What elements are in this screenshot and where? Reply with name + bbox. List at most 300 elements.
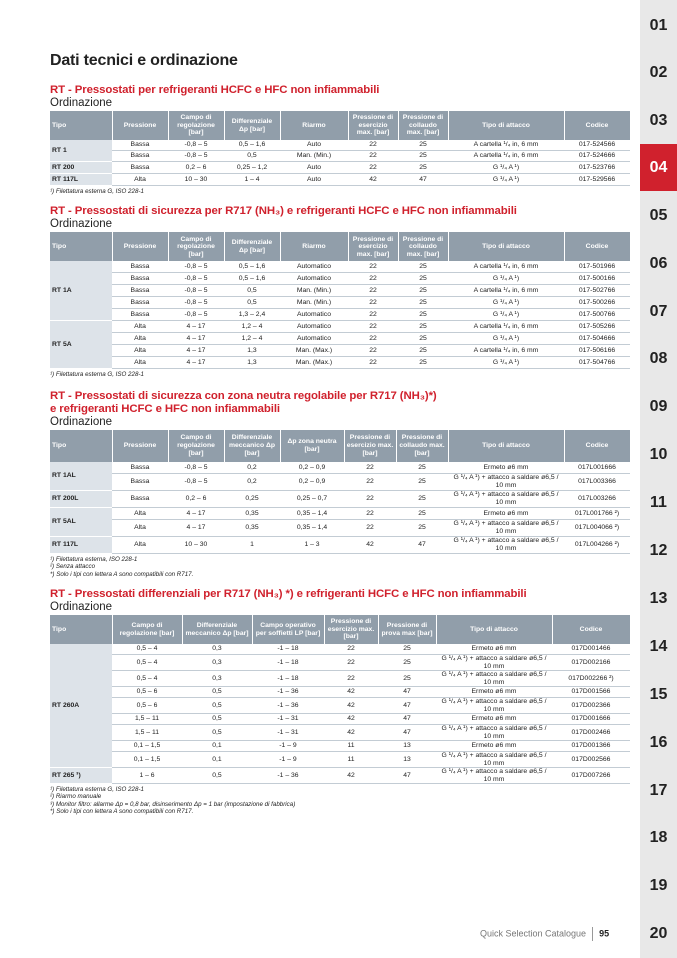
table-cell: 0,5: [182, 768, 252, 784]
table-cell: 017L004266 ²): [564, 536, 630, 553]
table-cell: G ¹/₄ A ¹): [448, 162, 564, 174]
table-cell: 22: [348, 333, 398, 345]
table-cell: 13: [378, 741, 436, 752]
column-header: Codice: [564, 111, 630, 140]
section-title: RT - Pressostati di sicurezza con zona neutra regolabile per R717 (NH₃)*): [50, 389, 437, 402]
column-header: Pressione di collaudo max. [bar]: [398, 232, 448, 261]
table-cell: 017D001366: [552, 741, 630, 752]
table-cell: G ¹/₄ A ¹) + attacco a saldare ø6,5 / 10 mm: [436, 768, 552, 784]
table-cell: 017-500766: [564, 309, 630, 321]
table-cell: 25: [396, 473, 448, 490]
table-cell: 0,5: [224, 297, 280, 309]
table-cell: 0,5: [182, 698, 252, 714]
chapter-tab-17[interactable]: 17: [649, 782, 668, 799]
table-cell: A cartella ¹/₄ in, 6 mm: [448, 140, 564, 151]
table-cell: G ¹/₄ A ¹): [448, 297, 564, 309]
table-cell: 017-505266: [564, 321, 630, 333]
table-cell: 0,2 – 0,9: [280, 462, 344, 474]
table-cell: 42: [324, 687, 378, 698]
chapter-tab-04[interactable]: 04: [640, 144, 677, 191]
table-cell: Bassa: [112, 273, 168, 285]
table-cell: 47: [378, 687, 436, 698]
table-row: [50, 741, 630, 752]
table-cell: A cartella ¹/₄ in, 6 mm: [448, 345, 564, 357]
table-row: [50, 725, 630, 741]
table-cell: 1,5 – 11: [112, 714, 182, 725]
table-footnotes: [50, 188, 630, 195]
table-cell: Man. (Max.): [280, 357, 348, 369]
table-cell: 25: [398, 321, 448, 333]
type-cell: RT 200: [50, 162, 112, 174]
table-cell: 22: [348, 140, 398, 151]
ordering-subtitle: Ordinazione: [50, 97, 113, 109]
footnote: *) Solo i tipi con lettera A sono compatibili con R717.: [50, 808, 194, 816]
table-cell: 25: [398, 297, 448, 309]
chapter-tab-14[interactable]: 14: [649, 638, 668, 655]
table-cell: 11: [324, 741, 378, 752]
chapter-tab-07[interactable]: 07: [649, 303, 668, 320]
table-row: [50, 490, 630, 507]
table-header-row: [50, 232, 630, 261]
table-cell: 0,2 – 0,9: [280, 473, 344, 490]
column-header: Pressione di collaudo max. [bar]: [396, 430, 448, 462]
table-cell: -0,8 – 5: [168, 140, 224, 151]
table-cell: 10 – 30: [168, 174, 224, 186]
table-row: [50, 698, 630, 714]
column-header: Tipo: [50, 615, 112, 644]
table-cell: 0,5 – 1,6: [224, 140, 280, 151]
table-cell: Bassa: [112, 309, 168, 321]
table-cell: Ermeto ø6 mm: [448, 507, 564, 519]
table-cell: G ¹/₄ A ¹) + attacco a saldare ø6,5 / 10 mm: [448, 473, 564, 490]
table-cell: A cartella ¹/₄ in, 6 mm: [448, 261, 564, 273]
table-cell: Bassa: [112, 140, 168, 151]
table-cell: G ¹/₄ A ¹) + attacco a saldare ø6,5 / 10 mm: [448, 490, 564, 507]
table-row: [50, 174, 630, 186]
table-cell: 017D001466: [552, 644, 630, 655]
column-header: Riarmo: [280, 232, 348, 261]
table-cell: 42: [324, 725, 378, 741]
table-cell: 017D002266 ²): [552, 671, 630, 687]
chapter-tab-13[interactable]: 13: [649, 590, 668, 607]
table-cell: 017D001566: [552, 687, 630, 698]
table-cell: Automatico: [280, 273, 348, 285]
table-cell: Auto: [280, 162, 348, 174]
column-header: Tipo di attacco: [448, 430, 564, 462]
column-header: Campo di regolazione [bar]: [112, 615, 182, 644]
column-header: Tipo: [50, 430, 112, 462]
column-header: Tipo di attacco: [436, 615, 552, 644]
table-cell: 22: [324, 671, 378, 687]
column-header: Pressione: [112, 430, 168, 462]
table-cell: 22: [324, 644, 378, 655]
column-header: Pressione di prova max [bar]: [378, 615, 436, 644]
table-cell: 47: [378, 698, 436, 714]
column-header: Codice: [564, 232, 630, 261]
table-cell: 1 – 3: [280, 536, 344, 553]
table-cell: 42: [344, 536, 396, 553]
table-row: [50, 285, 630, 297]
table-cell: A cartella ¹/₄ in, 6 mm: [448, 151, 564, 162]
table-cell: 1,5 – 11: [112, 725, 182, 741]
table-cell: Ermeto ø6 mm: [448, 462, 564, 474]
table-cell: 0,2 – 6: [168, 490, 224, 507]
table-cell: 017D001666: [552, 714, 630, 725]
ordering-subtitle: Ordinazione: [50, 415, 113, 428]
table-cell: 4 – 17: [168, 507, 224, 519]
table-cell: -0,8 – 5: [168, 285, 224, 297]
table-cell: 0,35 – 1,4: [280, 507, 344, 519]
table-cell: 47: [378, 768, 436, 784]
table-cell: G ¹/₄ A ¹): [448, 309, 564, 321]
table-cell: 22: [348, 309, 398, 321]
table-cell: 0,5: [182, 687, 252, 698]
table-header-row: [50, 111, 630, 140]
chapter-tab-15[interactable]: 15: [649, 686, 668, 703]
table-row: [50, 462, 630, 474]
table-cell: 0,35 – 1,4: [280, 519, 344, 536]
table-cell: 0,5 – 4: [112, 655, 182, 671]
table-cell: -1 – 18: [252, 655, 324, 671]
table-cell: 22: [344, 490, 396, 507]
table-cell: 22: [344, 473, 396, 490]
chapter-tab-10[interactable]: 10: [649, 446, 668, 463]
table-cell: Bassa: [112, 162, 168, 174]
table-cell: 25: [378, 655, 436, 671]
table-cell: 017-524666: [564, 151, 630, 162]
table-cell: Bassa: [112, 462, 168, 474]
section-4: [50, 588, 630, 816]
table-cell: 25: [396, 462, 448, 474]
table-cell: -1 – 36: [252, 698, 324, 714]
type-cell: RT 1AL: [50, 462, 112, 491]
table-cell: 22: [348, 273, 398, 285]
table-cell: 4 – 17: [168, 357, 224, 369]
table-cell: Man. (Min.): [280, 285, 348, 297]
table-cell: Alta: [112, 345, 168, 357]
column-header: Codice: [564, 430, 630, 462]
table-cell: 0,2: [224, 473, 280, 490]
ordering-subtitle: Ordinazione: [50, 601, 113, 614]
table-cell: 0,3: [182, 655, 252, 671]
table-cell: 0,25 – 0,7: [280, 490, 344, 507]
table-cell: 42: [324, 714, 378, 725]
table-cell: 47: [378, 714, 436, 725]
table-cell: -1 – 36: [252, 687, 324, 698]
sections: [50, 84, 630, 816]
table-cell: G ¹/₄ A ¹) + attacco a saldare ø6,5 / 10 mm: [436, 698, 552, 714]
table-row: [50, 333, 630, 345]
table-cell: 25: [398, 273, 448, 285]
table-cell: 0,25 – 1,2: [224, 162, 280, 174]
column-header: Pressione: [112, 232, 168, 261]
table-cell: -0,8 – 5: [168, 473, 224, 490]
table-cell: 017-529566: [564, 174, 630, 186]
table-cell: -0,8 – 5: [168, 309, 224, 321]
table-cell: G ¹/₄ A ¹) + attacco a saldare ø6,5 / 10 mm: [436, 671, 552, 687]
table-cell: 017L003366: [564, 473, 630, 490]
ordering-table: [50, 111, 631, 186]
table-header-row: [50, 615, 630, 644]
table-cell: 017D007266: [552, 768, 630, 784]
table-cell: G ¹/₄ A ¹) + attacco a saldare ø6,5 / 10 mm: [436, 725, 552, 741]
table-row: [50, 309, 630, 321]
table-cell: Alta: [112, 507, 168, 519]
table-cell: 0,5 – 6: [112, 687, 182, 698]
chapter-tab-02[interactable]: 02: [649, 64, 668, 81]
table-cell: 22: [348, 345, 398, 357]
table-cell: Bassa: [112, 285, 168, 297]
table-cell: 4 – 17: [168, 345, 224, 357]
page-number: 95: [599, 928, 610, 939]
table-cell: 0,5: [224, 285, 280, 297]
table-cell: Automatico: [280, 261, 348, 273]
ordering-subtitle: Ordinazione: [50, 218, 113, 231]
table-cell: 017-500166: [564, 273, 630, 285]
table-cell: Man. (Max.): [280, 345, 348, 357]
table-row: [50, 671, 630, 687]
footer-separator: [592, 927, 593, 941]
footnote: ²) Senza attacco: [50, 563, 96, 571]
table-cell: -1 – 36: [252, 768, 324, 784]
chapter-tab-16[interactable]: 16: [649, 734, 668, 751]
table-cell: Man. (Min.): [280, 297, 348, 309]
table-cell: 017-502766: [564, 285, 630, 297]
section-3: [50, 390, 630, 578]
table-row: [50, 297, 630, 309]
column-header: Campo di regolazione [bar]: [168, 232, 224, 261]
column-header: Pressione di esercizio max. [bar]: [348, 232, 398, 261]
column-header: Δp zona neutra [bar]: [280, 430, 344, 462]
table-cell: 22: [344, 507, 396, 519]
column-header: Codice: [552, 615, 630, 644]
ordering-table: [50, 232, 631, 369]
table-cell: 0,5 – 4: [112, 644, 182, 655]
table-cell: Alta: [112, 357, 168, 369]
table-cell: 25: [396, 519, 448, 536]
type-cell: RT 5AL: [50, 507, 112, 536]
table-cell: A cartella ¹/₄ in, 6 mm: [448, 285, 564, 297]
table-cell: Man. (Min.): [280, 151, 348, 162]
table-row: [50, 507, 630, 519]
table-cell: G ¹/₄ A ¹): [448, 273, 564, 285]
table-cell: 47: [378, 725, 436, 741]
table-cell: 10 – 30: [168, 536, 224, 553]
table-cell: 0,1: [182, 752, 252, 768]
table-cell: Automatico: [280, 309, 348, 321]
table-cell: Bassa: [112, 297, 168, 309]
table-cell: G ¹/₄ A ¹) + attacco a saldare ø6,5 / 10 mm: [436, 752, 552, 768]
chapter-tab-09[interactable]: 09: [649, 398, 668, 415]
table-cell: 42: [348, 174, 398, 186]
table-cell: 0,5 – 6: [112, 698, 182, 714]
type-cell: RT 1: [50, 140, 112, 162]
table-cell: Ermeto ø6 mm: [436, 741, 552, 752]
table-cell: Alta: [112, 321, 168, 333]
table-cell: G ¹/₄ A ¹) + attacco a saldare ø6,5 / 10 mm: [448, 536, 564, 553]
table-cell: 25: [398, 333, 448, 345]
table-cell: Alta: [112, 174, 168, 186]
table-cell: 0,5 – 1,6: [224, 273, 280, 285]
table-header-row: [50, 430, 630, 462]
table-cell: G ¹/₄ A ¹) + attacco a saldare ø6,5 / 10 mm: [448, 519, 564, 536]
chapter-tab-19[interactable]: 19: [649, 877, 668, 894]
column-header: Differenziale meccanico Δp [bar]: [182, 615, 252, 644]
type-cell: RT 5A: [50, 321, 112, 369]
chapter-tab-06[interactable]: 06: [649, 255, 668, 272]
table-cell: 22: [348, 151, 398, 162]
table-cell: 22: [348, 285, 398, 297]
table-cell: 22: [344, 462, 396, 474]
chapter-tab-03[interactable]: 03: [649, 112, 668, 129]
table-row: [50, 151, 630, 162]
table-row: [50, 655, 630, 671]
column-header: Differenziale meccanico Δp [bar]: [224, 430, 280, 462]
table-cell: 017D002466: [552, 725, 630, 741]
table-cell: 4 – 17: [168, 333, 224, 345]
table-cell: 42: [324, 768, 378, 784]
table-cell: Bassa: [112, 151, 168, 162]
table-row: [50, 345, 630, 357]
table-cell: 017L004066 ²): [564, 519, 630, 536]
table-cell: Bassa: [112, 490, 168, 507]
table-footnotes: [50, 556, 630, 578]
column-header: Tipo di attacco: [448, 111, 564, 140]
table-cell: 25: [398, 261, 448, 273]
footnote: ³) Monitor filtro: allarme Δp = 0,8 bar, disinserimento Δp = 1 bar (impostazione di fabbrica): [50, 800, 296, 808]
chapter-tab-01[interactable]: 01: [649, 17, 668, 34]
table-cell: 0,35: [224, 519, 280, 536]
table-cell: Auto: [280, 174, 348, 186]
page-footer: [480, 927, 609, 941]
catalogue-name: Quick Selection Catalogue: [480, 928, 587, 939]
table-cell: Automatico: [280, 321, 348, 333]
chapter-tab-20[interactable]: 20: [649, 925, 668, 942]
table-cell: -1 – 9: [252, 752, 324, 768]
chapter-tab-11[interactable]: 11: [650, 494, 667, 511]
chapter-tab-05[interactable]: 05: [649, 207, 668, 224]
table-cell: Auto: [280, 140, 348, 151]
table-cell: Alta: [112, 333, 168, 345]
footnote: ¹) Filettatura esterna G, ISO 228-1: [50, 786, 144, 794]
section-title: RT - Pressostati di sicurezza per R717 (NH₃) e refrigeranti HCFC e HFC non infiammabili: [50, 205, 517, 218]
table-cell: 0,2: [224, 462, 280, 474]
chapter-tab-18[interactable]: 18: [649, 829, 668, 846]
table-row: [50, 687, 630, 698]
footnote: *) Solo i tipi con lettera A sono compatibili con R717.: [50, 570, 194, 578]
chapter-tabs: [640, 0, 677, 958]
table-cell: 22: [324, 655, 378, 671]
table-cell: A cartella ¹/₄ in, 6 mm: [448, 321, 564, 333]
table-cell: 25: [396, 507, 448, 519]
table-cell: 0,3: [182, 671, 252, 687]
chapter-tab-08[interactable]: 08: [649, 350, 668, 367]
table-cell: Ermeto ø6 mm: [436, 687, 552, 698]
table-cell: 017-504666: [564, 333, 630, 345]
table-cell: Ermeto ø6 mm: [436, 644, 552, 655]
table-cell: 017L003266: [564, 490, 630, 507]
table-cell: Alta: [112, 519, 168, 536]
table-row: [50, 519, 630, 536]
table-row: [50, 357, 630, 369]
chapter-tab-12[interactable]: 12: [649, 542, 668, 559]
table-cell: 47: [396, 536, 448, 553]
column-header: Tipo di attacco: [448, 232, 564, 261]
table-cell: 1,2 – 4: [224, 321, 280, 333]
table-cell: Bassa: [112, 261, 168, 273]
table-cell: 017-504766: [564, 357, 630, 369]
column-header: Campo di regolazione [bar]: [168, 430, 224, 462]
table-footnotes: [50, 786, 630, 816]
table-cell: 017D002166: [552, 655, 630, 671]
table-row: [50, 473, 630, 490]
table-cell: -1 – 9: [252, 741, 324, 752]
table-cell: 017-523766: [564, 162, 630, 174]
table-cell: 25: [398, 345, 448, 357]
table-cell: 47: [398, 174, 448, 186]
column-header: Pressione di esercizio max. [bar]: [324, 615, 378, 644]
type-cell: RT 117L: [50, 536, 112, 553]
table-footnotes: [50, 371, 630, 378]
table-cell: 1: [224, 536, 280, 553]
column-header: Campo operativo per soffietti LP [bar]: [252, 615, 324, 644]
table-cell: G ¹/₄ A ¹): [448, 333, 564, 345]
table-cell: Alta: [112, 536, 168, 553]
page-title: Dati tecnici e ordinazione: [50, 52, 238, 69]
type-cell: RT 117L: [50, 174, 112, 186]
table-cell: 017-524566: [564, 140, 630, 151]
table-cell: 22: [348, 261, 398, 273]
table-row: [50, 261, 630, 273]
table-cell: 22: [348, 297, 398, 309]
table-cell: G ¹/₄ A ¹) + attacco a saldare ø6,5 / 10 mm: [436, 655, 552, 671]
table-cell: 1,3: [224, 357, 280, 369]
table-cell: 1,3 – 2,4: [224, 309, 280, 321]
table-row: [50, 162, 630, 174]
column-header: Riarmo: [280, 111, 348, 140]
column-header: Pressione di esercizio max. [bar]: [348, 111, 398, 140]
column-header: Tipo: [50, 232, 112, 261]
table-cell: 0,5 – 4: [112, 671, 182, 687]
table-row: [50, 273, 630, 285]
column-header: Campo di regolazione [bar]: [168, 111, 224, 140]
column-header: Differenziale Δp [bar]: [224, 111, 280, 140]
footnote: ²) Riarmo manuale: [50, 793, 102, 801]
table-cell: 13: [378, 752, 436, 768]
section-1: [50, 84, 630, 195]
table-cell: 25: [398, 162, 448, 174]
footnote: ¹) Filettatura esterna, ISO 228-1: [50, 555, 138, 563]
table-cell: 22: [348, 357, 398, 369]
table-cell: 25: [378, 671, 436, 687]
table-row: [50, 714, 630, 725]
section-title-line2: e refrigeranti HCFC e HFC non infiammabili: [50, 402, 280, 415]
table-row: [50, 644, 630, 655]
table-cell: 017-501966: [564, 261, 630, 273]
table-cell: 25: [398, 309, 448, 321]
table-cell: 017L001766 ²): [564, 507, 630, 519]
table-cell: 0,5: [182, 725, 252, 741]
table-cell: 1 – 4: [224, 174, 280, 186]
table-cell: Bassa: [112, 473, 168, 490]
table-cell: -0,8 – 5: [168, 297, 224, 309]
table-cell: 4 – 17: [168, 321, 224, 333]
table-cell: -0,8 – 5: [168, 151, 224, 162]
content: [50, 52, 630, 816]
ordering-table: [50, 615, 631, 784]
table-cell: 0,1: [182, 741, 252, 752]
table-row: [50, 536, 630, 553]
